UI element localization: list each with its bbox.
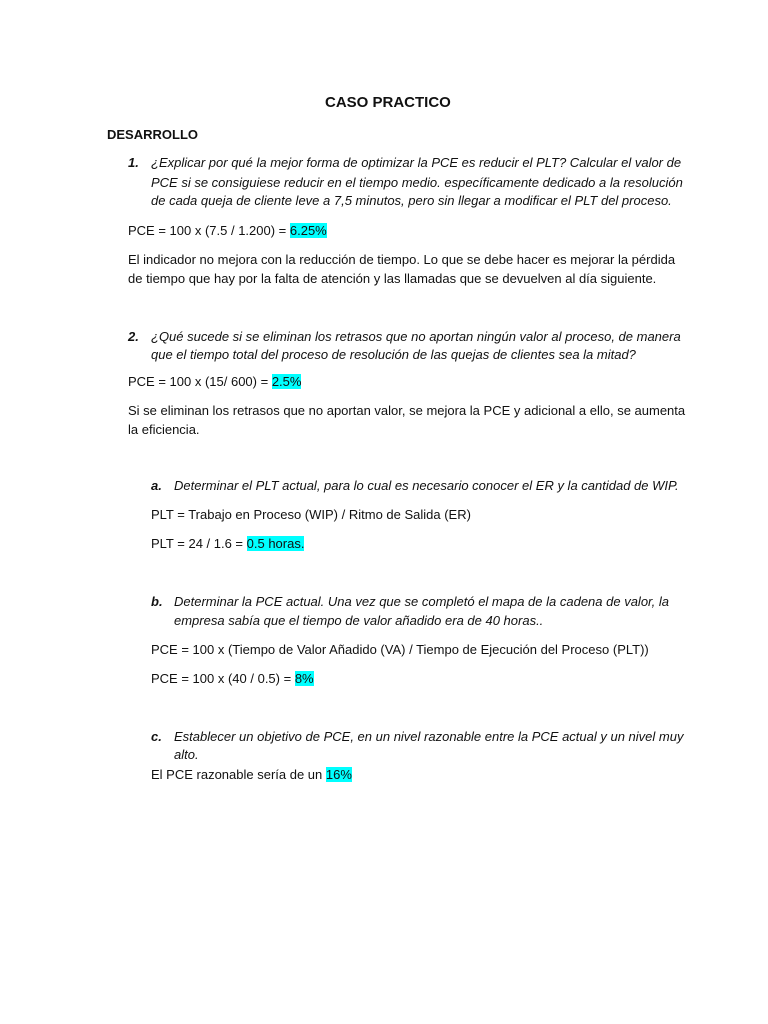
answer-text: El PCE razonable sería de un bbox=[151, 767, 326, 782]
formula-text: PLT = 24 / 1.6 = bbox=[151, 536, 247, 551]
document-title: CASO PRACTICO bbox=[325, 94, 451, 111]
question-c-answer bbox=[151, 766, 352, 784]
question-2-formula bbox=[128, 373, 301, 391]
question-1-formula bbox=[128, 222, 327, 240]
highlighted-result: 2.5% bbox=[271, 374, 302, 389]
question-a-letter: a. bbox=[151, 478, 162, 493]
question-c-line-2: alto. bbox=[174, 747, 199, 762]
question-2-answer-line-2: la eficiencia. bbox=[128, 422, 200, 437]
question-2-answer-line-1: Si se eliminan los retrasos que no aportan valor, se mejora la PCE y adicional a ello, se aumenta bbox=[128, 403, 686, 418]
section-heading: DESARROLLO bbox=[107, 127, 198, 142]
question-b-formula-1: PCE = 100 x (Tiempo de Valor Añadido (VA) / Tiempo de Ejecución del Proceso (PLT)) bbox=[151, 642, 649, 657]
question-b-line-1: Determinar la PCE actual. Una vez que se completó el mapa de la cadena de valor, la bbox=[174, 594, 669, 609]
question-1-number: 1. bbox=[128, 155, 139, 170]
highlighted-result: 8% bbox=[294, 671, 314, 686]
question-2-number: 2. bbox=[128, 329, 139, 344]
question-a-formula-1: PLT = Trabajo en Proceso (WIP) / Ritmo de Salida (ER) bbox=[151, 507, 471, 522]
question-b-line-2: empresa sabía que el tiempo de valor añadido era de 40 horas.. bbox=[174, 613, 544, 628]
question-a-formula-2 bbox=[151, 535, 304, 553]
formula-text: PCE = 100 x (7.5 / 1.200) = bbox=[128, 223, 290, 238]
question-c-letter: c. bbox=[151, 729, 162, 744]
formula-text: PCE = 100 x (15/ 600) = bbox=[128, 374, 272, 389]
question-a-line-1: Determinar el PLT actual, para lo cual es necesario conocer el ER y la cantidad de WIP. bbox=[174, 478, 679, 493]
question-1-line-2: PCE si se consiguiese reducir en el tiempo medio. específicamente dedicado a la resolución bbox=[151, 175, 683, 190]
question-2-line-2: que el tiempo total del proceso de resolución de las quejas de clientes sea la mitad? bbox=[151, 347, 636, 362]
highlighted-result: 6.25% bbox=[289, 223, 327, 238]
question-b-letter: b. bbox=[151, 594, 163, 609]
question-c-line-1: Establecer un objetivo de PCE, en un nivel razonable entre la PCE actual y un nivel muy bbox=[174, 729, 684, 744]
question-1-answer-line-1: El indicador no mejora con la reducción de tiempo. Lo que se debe hacer es mejorar la pérdida bbox=[128, 252, 676, 267]
question-2-line-1: ¿Qué sucede si se eliminan los retrasos que no aportan ningún valor al proceso, de manera bbox=[151, 329, 681, 344]
question-b-formula-2 bbox=[151, 670, 314, 688]
highlighted-result: 16% bbox=[325, 767, 352, 782]
question-1-answer-line-2: de tiempo que hay por la falta de atención y las llamadas que se devuelven al día siguiente. bbox=[128, 271, 657, 286]
question-1-line-3: de cada queja de cliente leve a 7,5 minutos, pero sin llegar a modificar el PLT del proceso. bbox=[151, 193, 672, 208]
formula-text: PCE = 100 x (40 / 0.5) = bbox=[151, 671, 295, 686]
highlighted-result: 0.5 horas. bbox=[246, 536, 305, 551]
question-1-line-1: ¿Explicar por qué la mejor forma de optimizar la PCE es reducir el PLT? Calcular el valor de bbox=[151, 155, 682, 170]
